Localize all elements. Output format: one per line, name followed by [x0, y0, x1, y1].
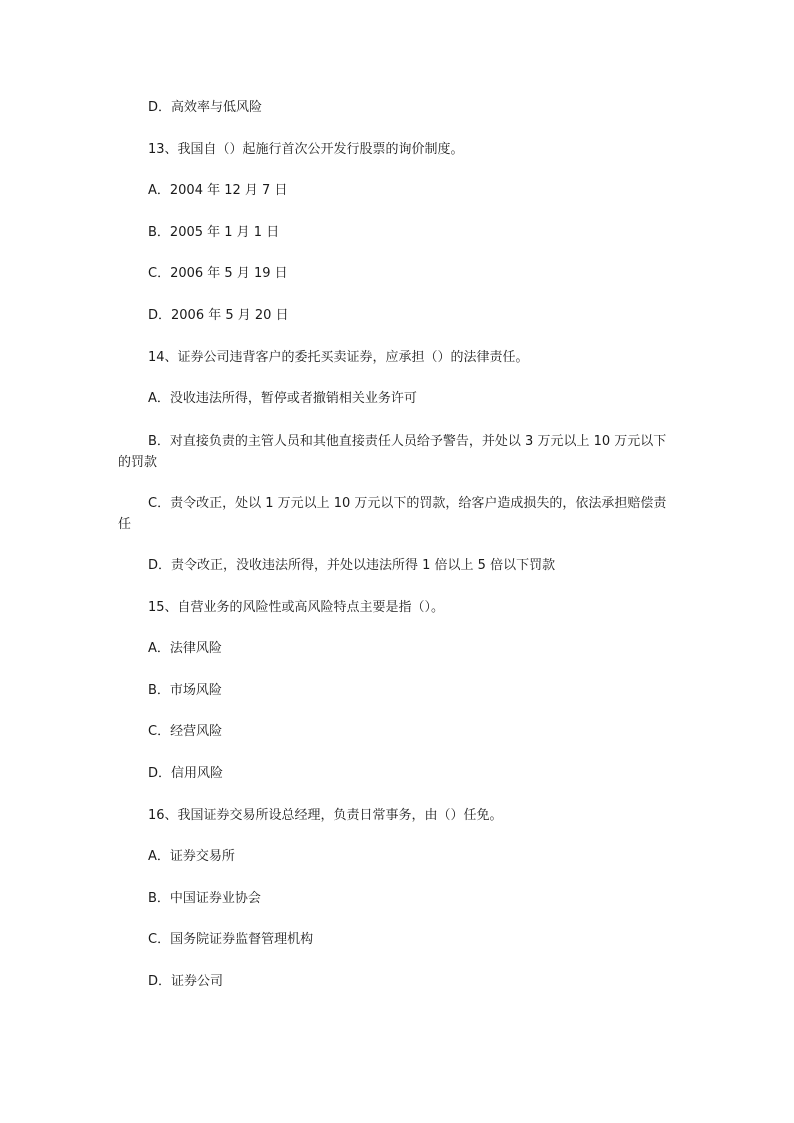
option-14-c: C．责令改正，处以 1 万元以上 10 万元以下的罚款，给客户造成损失的，依法承担赔偿责任 [118, 496, 667, 532]
option-16-d: D．证券公司 [148, 974, 224, 989]
option-13-a: A．2004 年 12 月 7 日 [148, 183, 288, 198]
question-14: 14、证券公司违背客户的委托买卖证券，应承担（）的法律责任。 [148, 350, 529, 365]
option-13-b: B．2005 年 1 月 1 日 [148, 225, 280, 240]
question-16: 16、我国证券交易所设总经理，负责日常事务，由（）任免。 [148, 808, 503, 823]
option-16-a: A．证券交易所 [148, 849, 235, 864]
question-15: 15、自营业务的风险性或高风险特点主要是指（）。 [148, 600, 445, 615]
option-15-a: A．法律风险 [148, 641, 222, 656]
option-16-c: C．国务院证券监督管理机构 [148, 932, 314, 947]
option-14-d: D．责令改正，没收违法所得，并处以违法所得 1 倍以上 5 倍以下罚款 [148, 558, 556, 573]
option-15-c: C．经营风险 [148, 724, 223, 739]
option-16-b: B．中国证券业协会 [148, 891, 261, 906]
option-14-b: B．对直接负责的主管人员和其他直接责任人员给予警告，并处以 3 万元以上 10 万元以下的罚款 [118, 434, 667, 470]
option-13-d: D．2006 年 5 月 20 日 [148, 308, 289, 323]
option-13-c: C．2006 年 5 月 19 日 [148, 266, 288, 281]
option-14-a: A．没收违法所得，暂停或者撤销相关业务许可 [148, 391, 417, 406]
option-15-b: B．市场风险 [148, 683, 222, 698]
option-15-d: D．信用风险 [148, 766, 224, 781]
question-13: 13、我国自（）起施行首次公开发行股票的询价制度。 [148, 142, 464, 157]
option-12-d: D．高效率与低风险 [148, 100, 263, 115]
